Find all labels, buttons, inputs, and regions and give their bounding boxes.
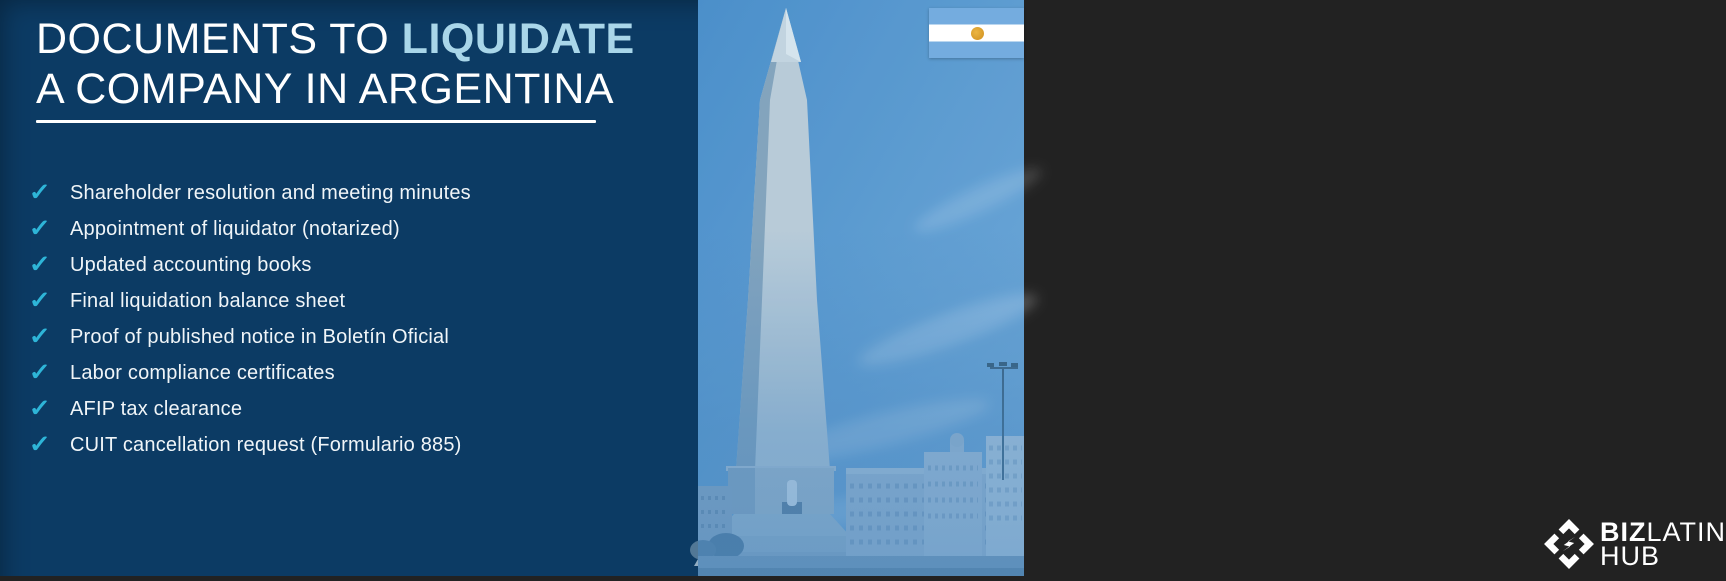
list-item [30,175,471,211]
obelisk-photo [698,0,1024,576]
logo-biz: BIZ [1600,517,1647,547]
title-underline [36,120,596,123]
checkmark-icon: ✓ [29,361,58,385]
title-highlight: LIQUIDATE [402,15,635,63]
list-item [30,247,471,283]
list-item-label: CUIT cancellation request (Formulario 885) [70,434,462,457]
logo-latin: LATIN [1647,517,1726,547]
checkmark-icon: ✓ [29,217,58,241]
document-checklist [30,175,471,463]
bizlatin-hub-logo [1543,518,1726,570]
list-item [30,391,471,427]
logo-wordmark [1600,520,1726,568]
list-item [30,319,471,355]
list-item-label: Labor compliance certificates [70,362,335,385]
title-prefix: DOCUMENTS TO [36,15,402,63]
list-item [30,355,471,391]
checkmark-icon: ✓ [29,397,58,421]
flag-sun-icon [971,27,984,40]
list-item-label: Proof of published notice in Boletín Oficial [70,326,449,349]
page-title [36,14,635,123]
content-panel [0,0,698,576]
obelisk-scene [698,0,1024,576]
argentina-flag [929,8,1024,58]
list-item-label: Final liquidation balance sheet [70,290,345,313]
title-line-1 [36,14,635,64]
checkmark-icon: ✓ [29,289,58,313]
checkmark-icon: ✓ [29,181,58,205]
checkmark-icon: ✓ [29,325,58,349]
list-item-label: Appointment of liquidator (notarized) [70,218,400,241]
list-item-label: Updated accounting books [70,254,312,277]
bizlatin-diamond-icon [1543,518,1595,570]
title-line-2: A COMPANY IN ARGENTINA [36,64,635,114]
blue-tint-overlay [698,0,1024,576]
checkmark-icon: ✓ [29,253,58,277]
list-item [30,427,471,463]
list-item-label: AFIP tax clearance [70,398,242,421]
list-item [30,283,471,319]
checkmark-icon: ✓ [29,433,58,457]
list-item-label: Shareholder resolution and meeting minutes [70,182,471,205]
logo-hub: HUB [1600,544,1726,568]
list-item [30,211,471,247]
